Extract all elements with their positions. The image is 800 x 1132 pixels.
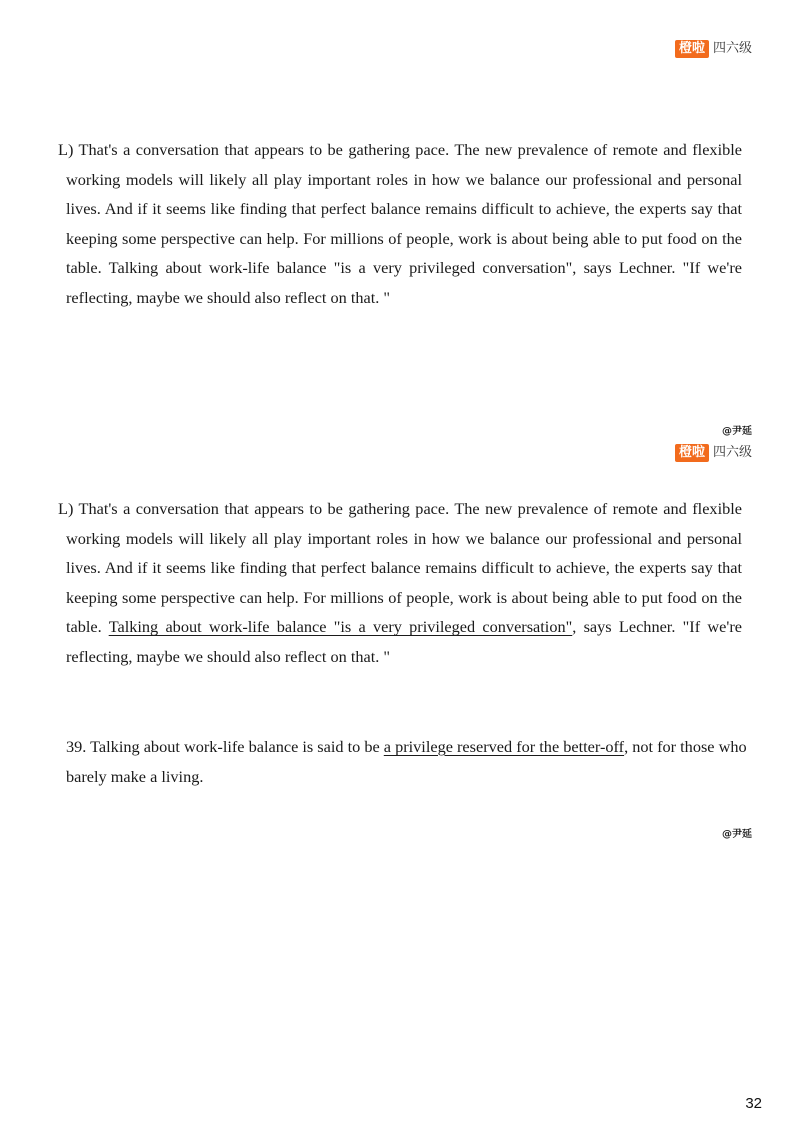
- page-number: 32: [745, 1095, 762, 1112]
- underlined-key-phrase: a privilege reserved for the better-off: [383, 737, 625, 756]
- question-39: [66, 732, 756, 791]
- question-text-before: 39. Talking about work-life balance is said to be: [66, 737, 384, 756]
- brand-logo-box: 橙啦: [675, 40, 709, 58]
- brand-logo-middle: [675, 444, 752, 462]
- brand-logo-box: 橙啦: [675, 444, 709, 462]
- brand-logo-text: 四六级: [712, 445, 752, 460]
- paragraph-text-before: L) That's a conversation that appears to be gathering pace. The new prevalence of remote and flexible working models will likely all play important roles in how we balance our professional and personal lives. And if it seems like finding that perfect balance remains difficult to achieve, the experts say that keeping some perspective can help. For millions of people, work is about being able to put food on the table.: [58, 499, 742, 637]
- passage-paragraph-1: L) That's a conversation that appears to be gathering pace. The new prevalence of remote and flexible working models will likely all play important roles in how we balance our professional and personal lives. And if it seems like finding that perfect balance remains difficult to achieve, the experts say that keeping some perspective can help. For millions of people, work is about being able to put food on the table. Talking about work-life balance "is a very privileged conversation", says Lechner. "If we're reflecting, maybe we should also reflect on that. ": [58, 140, 742, 307]
- underlined-key-sentence: Talking about work-life balance "is a very privileged conversation": [108, 617, 573, 637]
- question-text-after: , not for those who barely make a living.: [66, 737, 747, 786]
- paragraph-text-after: , says Lechner. "If we're reflecting, maybe we should also reflect on that. ": [66, 617, 742, 666]
- passage-paragraph-2: [58, 494, 742, 672]
- author-watermark-1: @尹延: [722, 426, 752, 437]
- brand-logo-top: [675, 40, 752, 58]
- brand-logo-text: 四六级: [712, 41, 752, 56]
- author-watermark-2: @尹延: [722, 829, 752, 840]
